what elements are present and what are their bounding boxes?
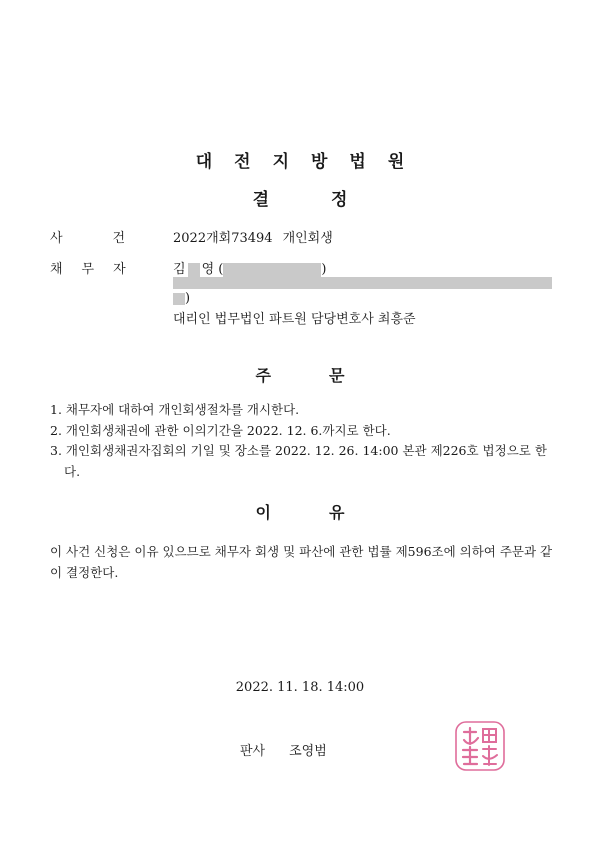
- debtor-name-last: 영: [201, 262, 215, 277]
- case-value: [173, 227, 333, 246]
- order-list: [50, 400, 560, 482]
- debtor-name-line: [173, 258, 326, 277]
- reason-title: 이유: [255, 503, 403, 522]
- decision-date: 2022. 11. 18. 14:00: [235, 680, 365, 695]
- redaction-block: [173, 277, 552, 289]
- paren-close: ): [185, 291, 191, 306]
- redaction-block: [173, 293, 185, 305]
- order-title: 주문: [255, 366, 403, 385]
- case-label: 사건: [50, 231, 176, 246]
- document-type-title: 결정: [252, 190, 410, 210]
- debtor-address-end: [173, 291, 190, 306]
- debtor-name-first: 김: [173, 262, 186, 277]
- case-number: 2022개회73494: [173, 231, 273, 246]
- case-type: 개인회생: [282, 231, 333, 246]
- order-item: 3. 개인회생채권자집회의 기일 및 장소를 2022. 12. 26. 14:00 본관 제226호 법정으로 한다.: [50, 443, 547, 479]
- order-item: 2. 개인회생채권에 관한 이의기간을 2022. 12. 6.까지로 한다.: [50, 422, 391, 438]
- court-name: 대전지방법원: [195, 152, 427, 172]
- debtor-label: 채무자: [50, 262, 145, 277]
- order-item: 1. 채무자에 대하여 개인회생절차를 개시한다.: [50, 402, 300, 417]
- redaction-block: [188, 263, 200, 277]
- judge-name: 조영범: [289, 744, 327, 759]
- debtor-agent: 대리인 법무법인 파트원 담당변호사 최흥준: [173, 312, 416, 327]
- judge-signature: [240, 740, 327, 759]
- paren-close: ): [321, 262, 327, 277]
- redaction-block: [223, 263, 321, 277]
- court-seal-stamp: [452, 718, 508, 774]
- paren-open: (: [218, 262, 224, 277]
- judge-title: 판사: [240, 744, 266, 759]
- reason-text: 이 사건 신청은 이유 있으므로 채무자 회생 및 파산에 관한 법률 제596조에 의하여 주문과 같이 결정한다.: [50, 544, 553, 580]
